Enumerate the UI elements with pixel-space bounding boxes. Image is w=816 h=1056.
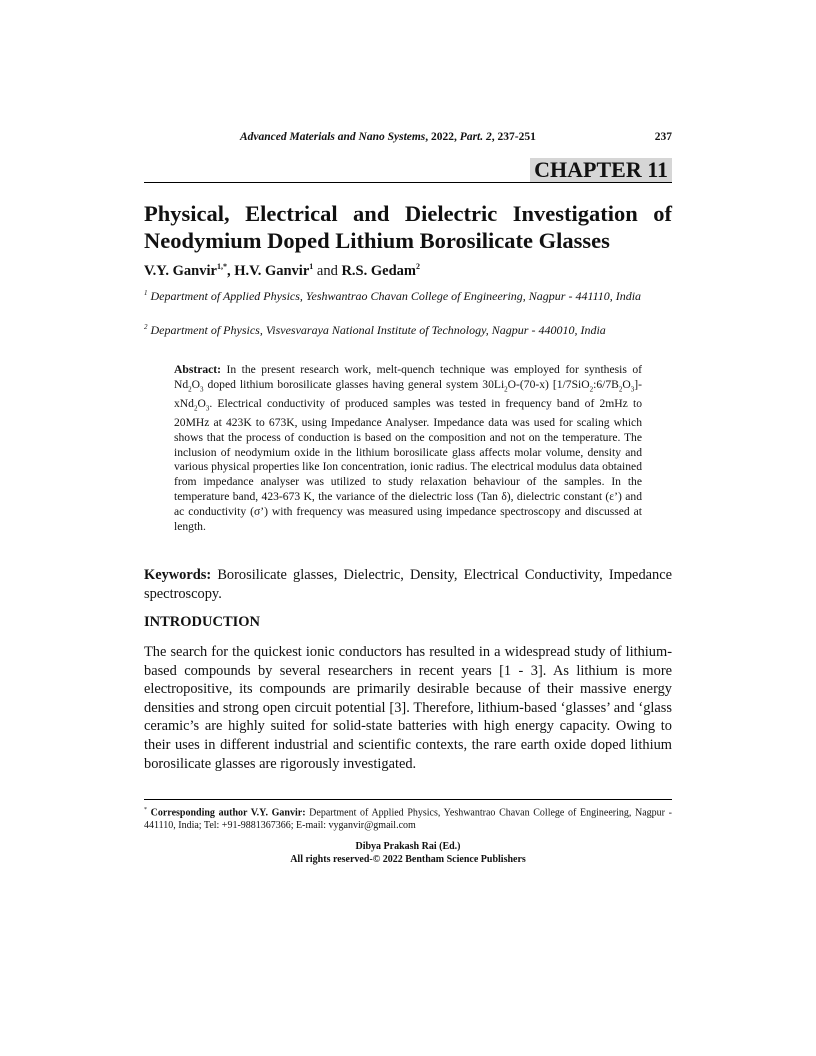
chapter-divider (144, 182, 672, 183)
abstract: Abstract: In the present research work, melt-quench technique was employed for synthesis of $Nd_2O_3$ doped lithium borosilicate glasses having general system $30Li_2O-(70-x)$ $[1/7SiO_2:6/7B_2O_3]-xNd_2O_3$. Electrical conductivity of produced samples was tested in frequency band of 2mHz to 20MHz at 423K to 673K, using Impedance Analyser. Impedance data was used for scaling which shows that the process of conduction is based on the composition and not on the temperature. The inclusion of neodymium oxide in the lithium borosilicate glass affects molar volume, density and various physical properties like Ion concentration, ionic radius. The electrical modulus data obtained from impedance analyser was utilized to study relaxation behaviour of the samples. In the temperature band, 423-673 K, the variance of the dielectric loss (Tan δ), dielectric constant (ε’) and ac conductivity (σ’) with frequency was measured using impedance spectroscopy and discussed at length. (174, 363, 642, 533)
author-affiliation-mark: 1,* (216, 262, 227, 271)
introduction-paragraph: The search for the quickest ionic conductors has resulted in a widespread study of lithium-based compounds by several researchers in recent years [1 - 3]. As lithium is more electropositive, its compounds are primarily desirable because of their massive energy densities and strong open circuit potential [3]. Therefore, lithium-based ‘glasses’ and ‘glass ceramic’s are highly suited for solid-state batteries with high energy capacity. Owing to their uses in different industrial and scientific contexts, the rare earth oxide doped lithium borosilicate glasses are rigorously investigated. (144, 644, 672, 772)
author-list: V.Y. Ganvir$^{1,*}$, H.V. Ganvir$^1$ and R.S. Gedam$^2$ (144, 262, 420, 279)
keywords: Keywords: Borosilicate glasses, Dielectric, Density, Electrical Conductivity, Impedance spectroscopy. (144, 567, 672, 602)
publisher-info (144, 840, 672, 866)
author-name: R.S. Gedam (341, 262, 416, 279)
footnote-label: Corresponding author V.Y. Ganvir: (147, 807, 306, 819)
paper-title: Physical, Electrical and Dielectric Investigation of Neodymium Doped Lithium Borosilicate Glasses (144, 201, 672, 253)
author-affiliation-mark: 2 (415, 262, 420, 271)
keywords-label: Keywords: (144, 567, 212, 583)
chapter-label: CHAPTER 11 (530, 158, 672, 182)
editor-line: Dibya Prakash Rai (Ed.) (355, 841, 461, 852)
chapter-header (144, 158, 672, 184)
journal-citation: Advanced Materials and Nano Systems, 2022, Part. 2, 237-251 (240, 131, 536, 143)
author-name: H.V. Ganvir (234, 262, 310, 279)
affiliation: $^2$ Department of Physics, Visvesvaraya National Institute of Technology, Nagpur - 440010, India (144, 323, 606, 337)
affiliation: $^1$ Department of Applied Physics, Yeshwantrao Chavan College of Engineering, Nagpur - 441110, India (144, 289, 642, 303)
abstract-label: Abstract: (174, 363, 222, 376)
footnote-divider (144, 799, 672, 800)
page-number: 237 (654, 131, 672, 143)
rights-line: All rights reserved-© 2022 Bentham Science Publishers (290, 854, 526, 865)
section-heading: INTRODUCTION (144, 614, 261, 630)
footnote: * Corresponding author V.Y. Ganvir: Department of Applied Physics, Yeshwantrao Chavan College of Engineering, Nagpur - 441110, India; Tel: +91-9881367366; E-mail: vyganvir@gmail.com (144, 807, 672, 832)
author-affiliation-mark: 1 (309, 262, 314, 271)
author-name: V.Y. Ganvir (144, 262, 217, 279)
